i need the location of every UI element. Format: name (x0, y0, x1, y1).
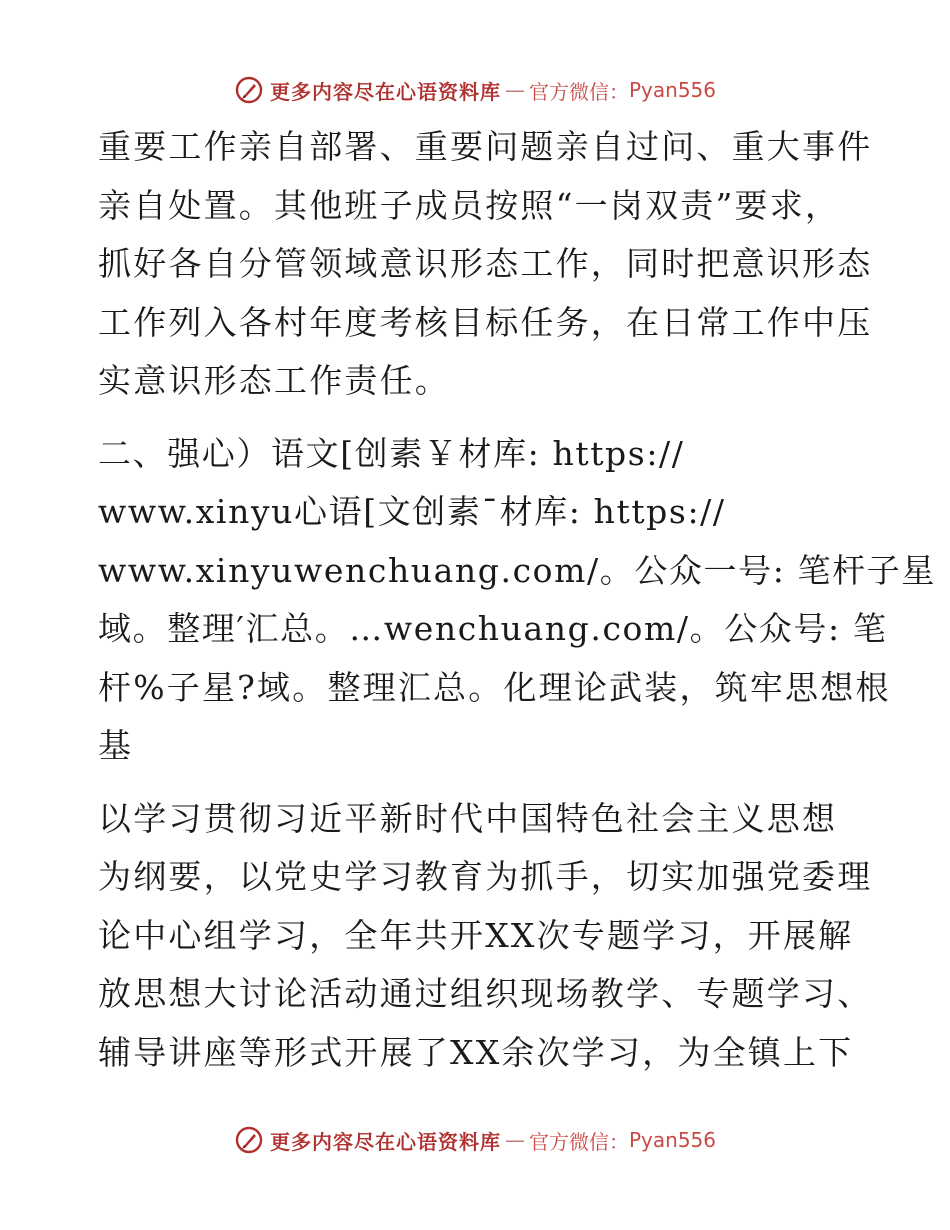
footer-brand: 更多内容尽在心语资料库 (269, 1129, 501, 1154)
text-line: 抓好各自分管领域意识形态工作，同时把意识形态 (98, 244, 873, 283)
text-line: 杆%子星?域。整理汇总。化理论武装，筑牢思想根 (98, 667, 891, 707)
text-line: www.xinyuwenchuang.com/。公众一号: 笔杆子星 (98, 550, 936, 590)
text-line: 域。整理′汇总。…wenchuang.com/。公众号: 笔 (98, 609, 888, 648)
text-line: 实意识形态工作责任。 (98, 361, 450, 400)
quill-logo-icon (234, 1125, 264, 1155)
text-line: 论中心组学习，全年共开XX次专题学习，开展解 (98, 915, 854, 955)
text-line: 放思想大讨论活动通过组织现场教学、专题学习、 (98, 974, 873, 1013)
paragraph-3 (98, 790, 873, 1083)
footer-contact-id: Pyan556 (628, 1128, 716, 1152)
document-body (98, 118, 936, 1082)
text-line: 二、强心）语文[创素￥材库: https:// (98, 433, 685, 473)
header-watermark (0, 70, 950, 110)
paragraph-2 (98, 425, 936, 776)
text-line: 亲自处置。其他班子成员按照“一岗双责”要求， (98, 185, 841, 225)
text-line: 以学习贯彻习近平新时代中国特色社会主义思想 (98, 798, 838, 838)
header-separator: — (504, 78, 525, 102)
text-line: 辅导讲座等形式开展了XX余次学习，为全镇上下 (98, 1032, 854, 1072)
paragraph-1 (98, 118, 873, 411)
text-line: 基 (98, 726, 134, 765)
footer-contact-label: 官方微信： (528, 1129, 629, 1154)
footer-watermark (0, 1120, 950, 1160)
footer-separator: — (504, 1128, 525, 1152)
header-brand: 更多内容尽在心语资料库 (269, 79, 501, 104)
text-line: 为纲要，以党史学习教育为抓手，切实加强党委理 (98, 857, 873, 896)
text-line: www.xinyu心语[文创素¯材库: https:// (98, 492, 726, 531)
text-line: 工作列入各村年度考核目标任务，在日常工作中压 (98, 302, 873, 342)
header-contact-label: 官方微信： (528, 79, 629, 104)
header-contact-id: Pyan556 (628, 78, 716, 102)
text-line: 重要工作亲自部署、重要问题亲自过问、重大事件 (98, 127, 873, 166)
quill-logo-icon (234, 75, 264, 105)
